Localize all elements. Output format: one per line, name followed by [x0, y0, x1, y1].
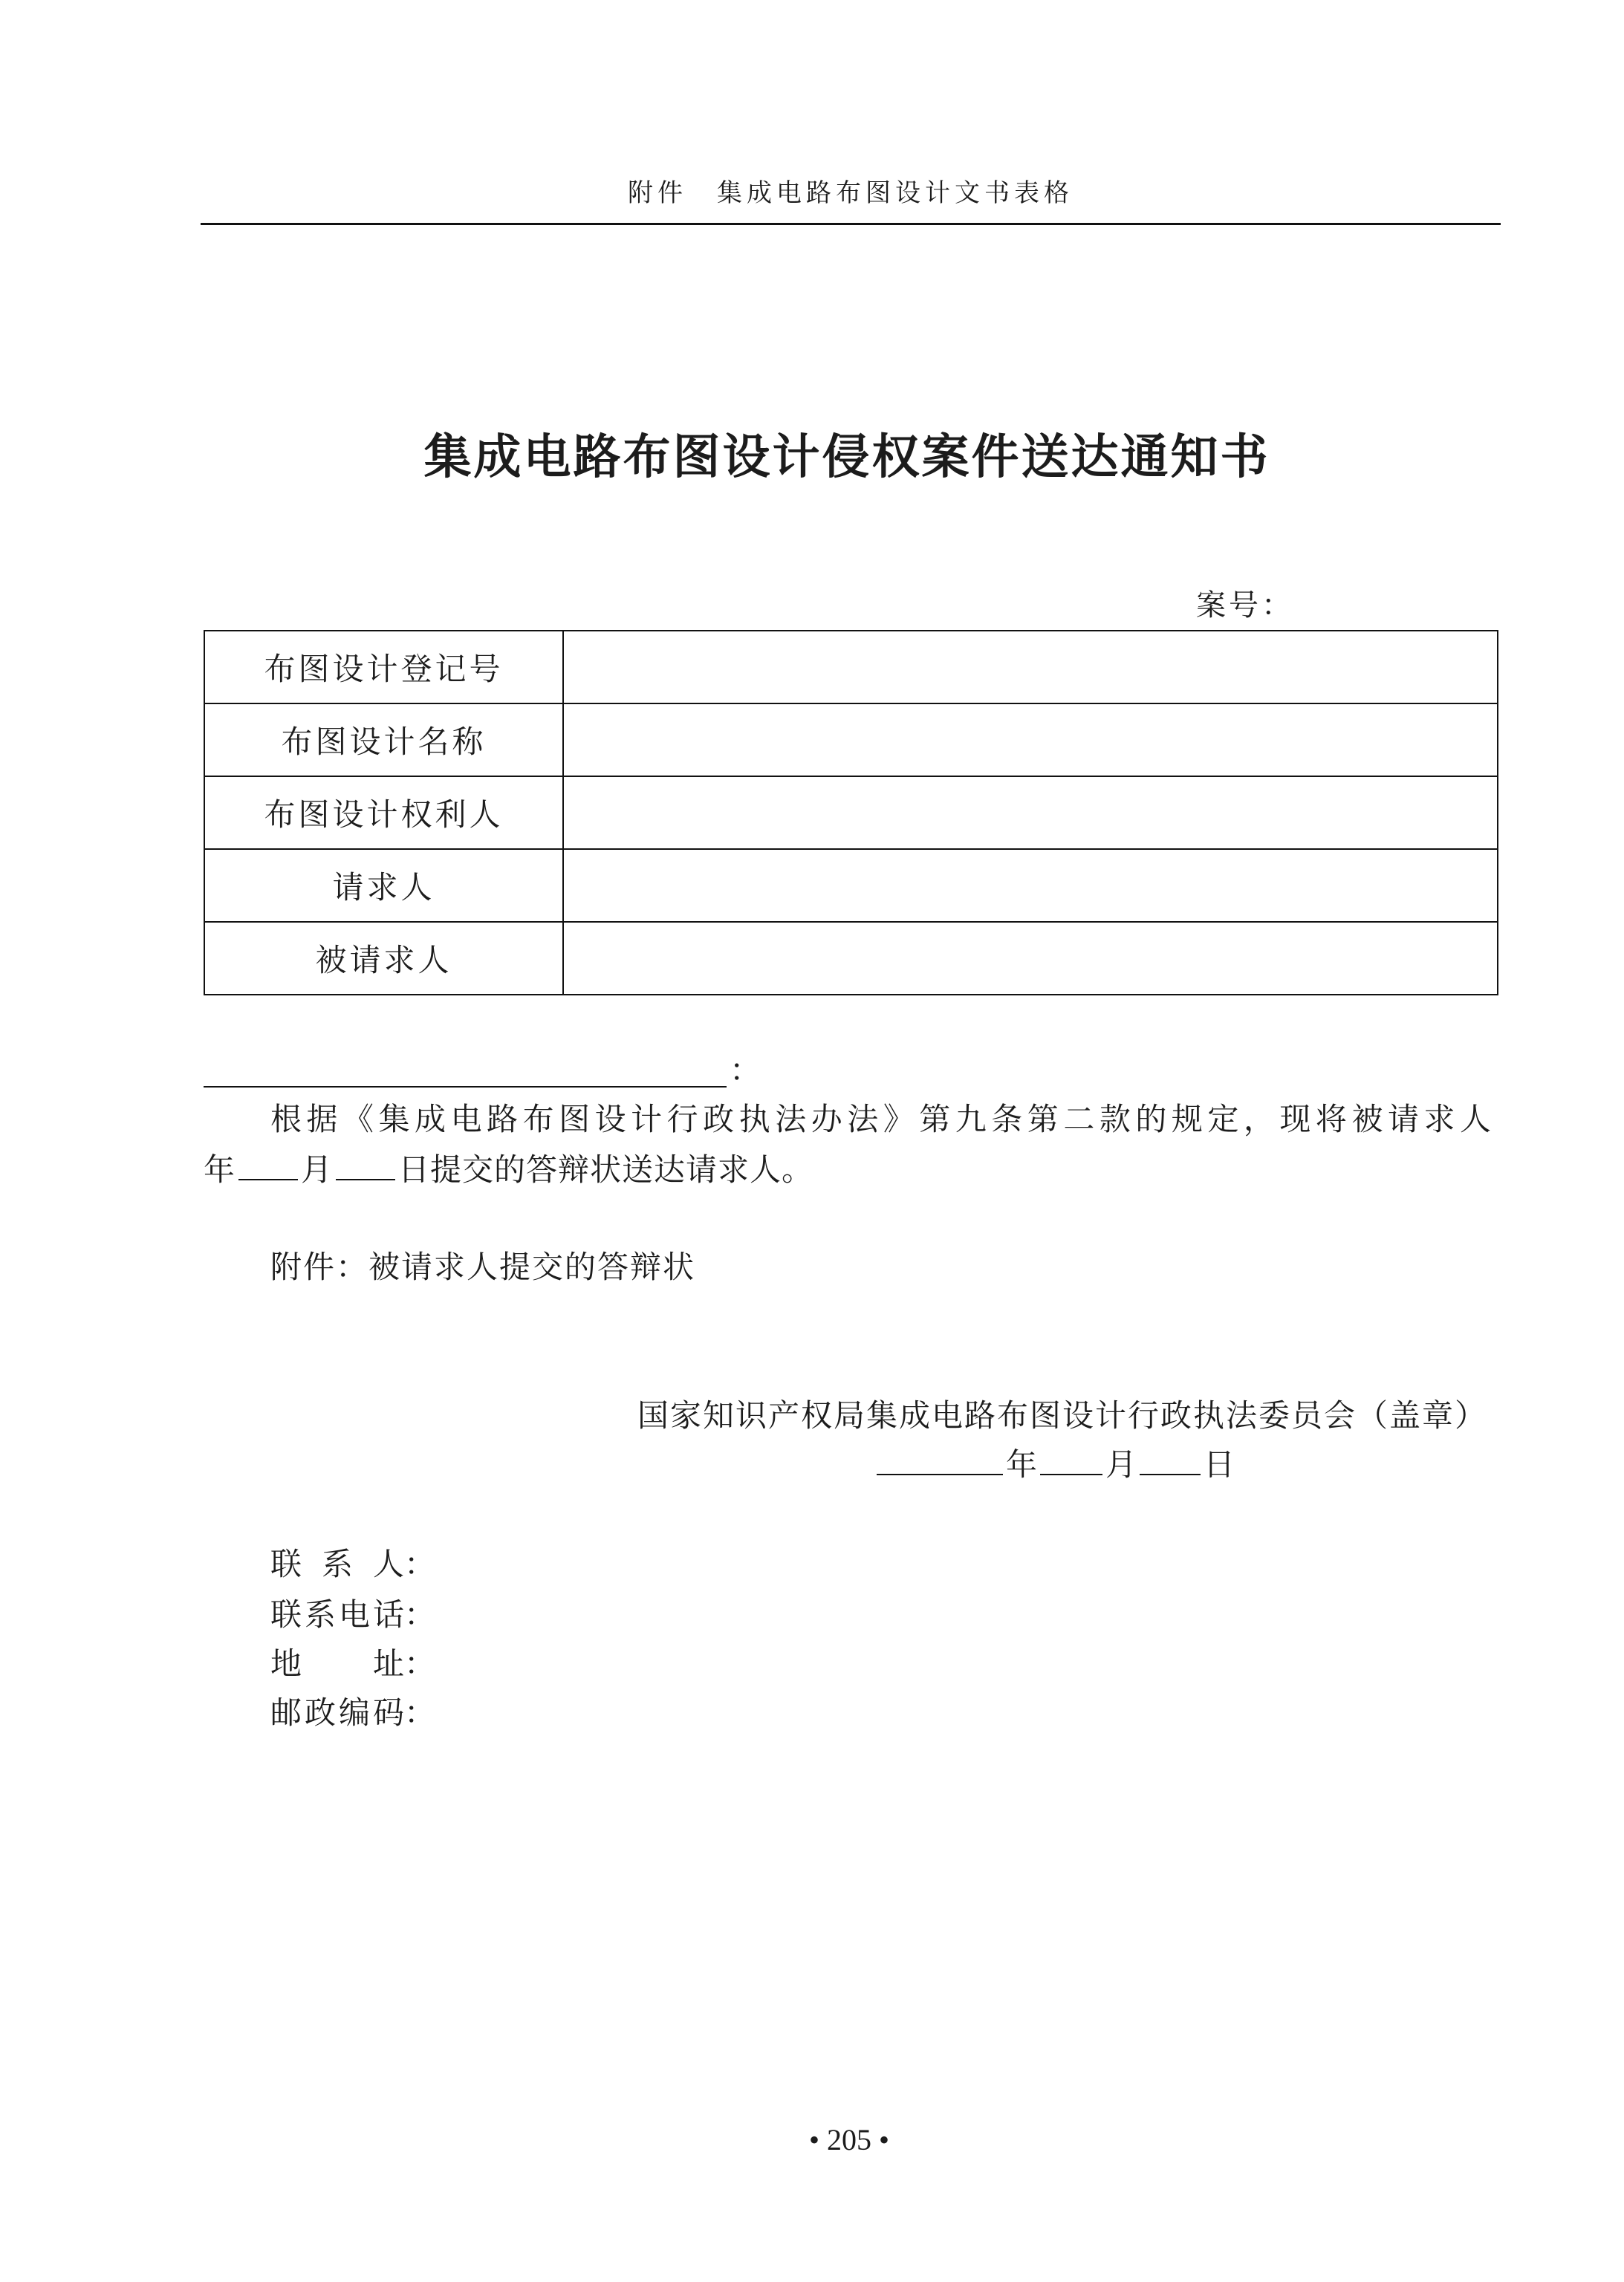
issue-month-blank — [1040, 1452, 1102, 1475]
row-label-respondent: 被请求人 — [205, 923, 564, 994]
attachment-note: 附件：被请求人提交的答辩状 — [270, 1249, 696, 1285]
row-label-requester: 请求人 — [205, 850, 564, 921]
contact-colon: ： — [404, 1694, 436, 1731]
info-table — [204, 630, 1498, 995]
body-month-blank — [238, 1157, 298, 1180]
contact-person-label: 联 系 人 — [270, 1546, 404, 1582]
body-paragraph-line1: 根据《集成电路布图设计行政执法办法》第九条第二款的规定，现将被请求人 — [270, 1101, 1491, 1137]
contact-address — [270, 1643, 435, 1685]
body-day-blank — [336, 1157, 395, 1180]
table-row — [205, 923, 1497, 994]
addressee-blank — [204, 1053, 727, 1088]
addressee-line — [204, 1052, 761, 1088]
row-label-right-holder: 布图设计权利人 — [205, 777, 564, 848]
contact-colon: ： — [404, 1546, 436, 1582]
issue-year-label: 年 — [1006, 1446, 1038, 1483]
case-number-label: 案号： — [1196, 588, 1294, 622]
row-value-requester — [564, 850, 1497, 921]
table-row — [205, 631, 1497, 704]
row-value-registration-number — [564, 631, 1497, 703]
issue-day-label: 日 — [1204, 1446, 1235, 1483]
body-paragraph-line2 — [204, 1148, 813, 1192]
table-row — [205, 704, 1497, 777]
page-number: • 205 • — [808, 2123, 889, 2156]
body-year-label: 年 — [204, 1151, 236, 1188]
table-row — [205, 777, 1497, 850]
body-month-label: 月 — [301, 1151, 334, 1188]
header-title: 集成电路布图设计文书表格 — [717, 178, 1074, 208]
contact-colon: ： — [404, 1645, 436, 1682]
contact-person — [270, 1544, 435, 1585]
issuer-name: 国家知识产权局集成电路布图设计行政执法委员会（盖章） — [637, 1397, 1488, 1434]
header-prefix: 附件 — [628, 178, 687, 208]
issue-date-line — [877, 1444, 1235, 1486]
document-title: 集成电路布图设计侵权案件送达通知书 — [423, 429, 1270, 485]
row-value-right-holder — [564, 777, 1497, 848]
issue-month-label: 月 — [1105, 1446, 1137, 1483]
contact-phone-label: 联系电话 — [270, 1596, 404, 1633]
row-value-design-name — [564, 704, 1497, 776]
issue-year-blank — [877, 1452, 1003, 1475]
row-label-registration-number: 布图设计登记号 — [205, 631, 564, 703]
contact-phone — [270, 1594, 435, 1636]
table-row — [205, 850, 1497, 923]
header-rule — [201, 223, 1501, 225]
row-label-design-name: 布图设计名称 — [205, 704, 564, 776]
running-header — [201, 175, 1501, 211]
contact-postcode — [270, 1692, 435, 1734]
contact-postcode-label: 邮政编码 — [270, 1694, 404, 1731]
contact-address-label: 地 址 — [270, 1645, 404, 1682]
body-line2-rest: 日提交的答辩状送达请求人。 — [398, 1151, 814, 1188]
addressee-colon: ： — [730, 1052, 761, 1088]
contact-colon: ： — [404, 1596, 436, 1633]
issue-day-blank — [1140, 1452, 1201, 1475]
row-value-respondent — [564, 923, 1497, 994]
